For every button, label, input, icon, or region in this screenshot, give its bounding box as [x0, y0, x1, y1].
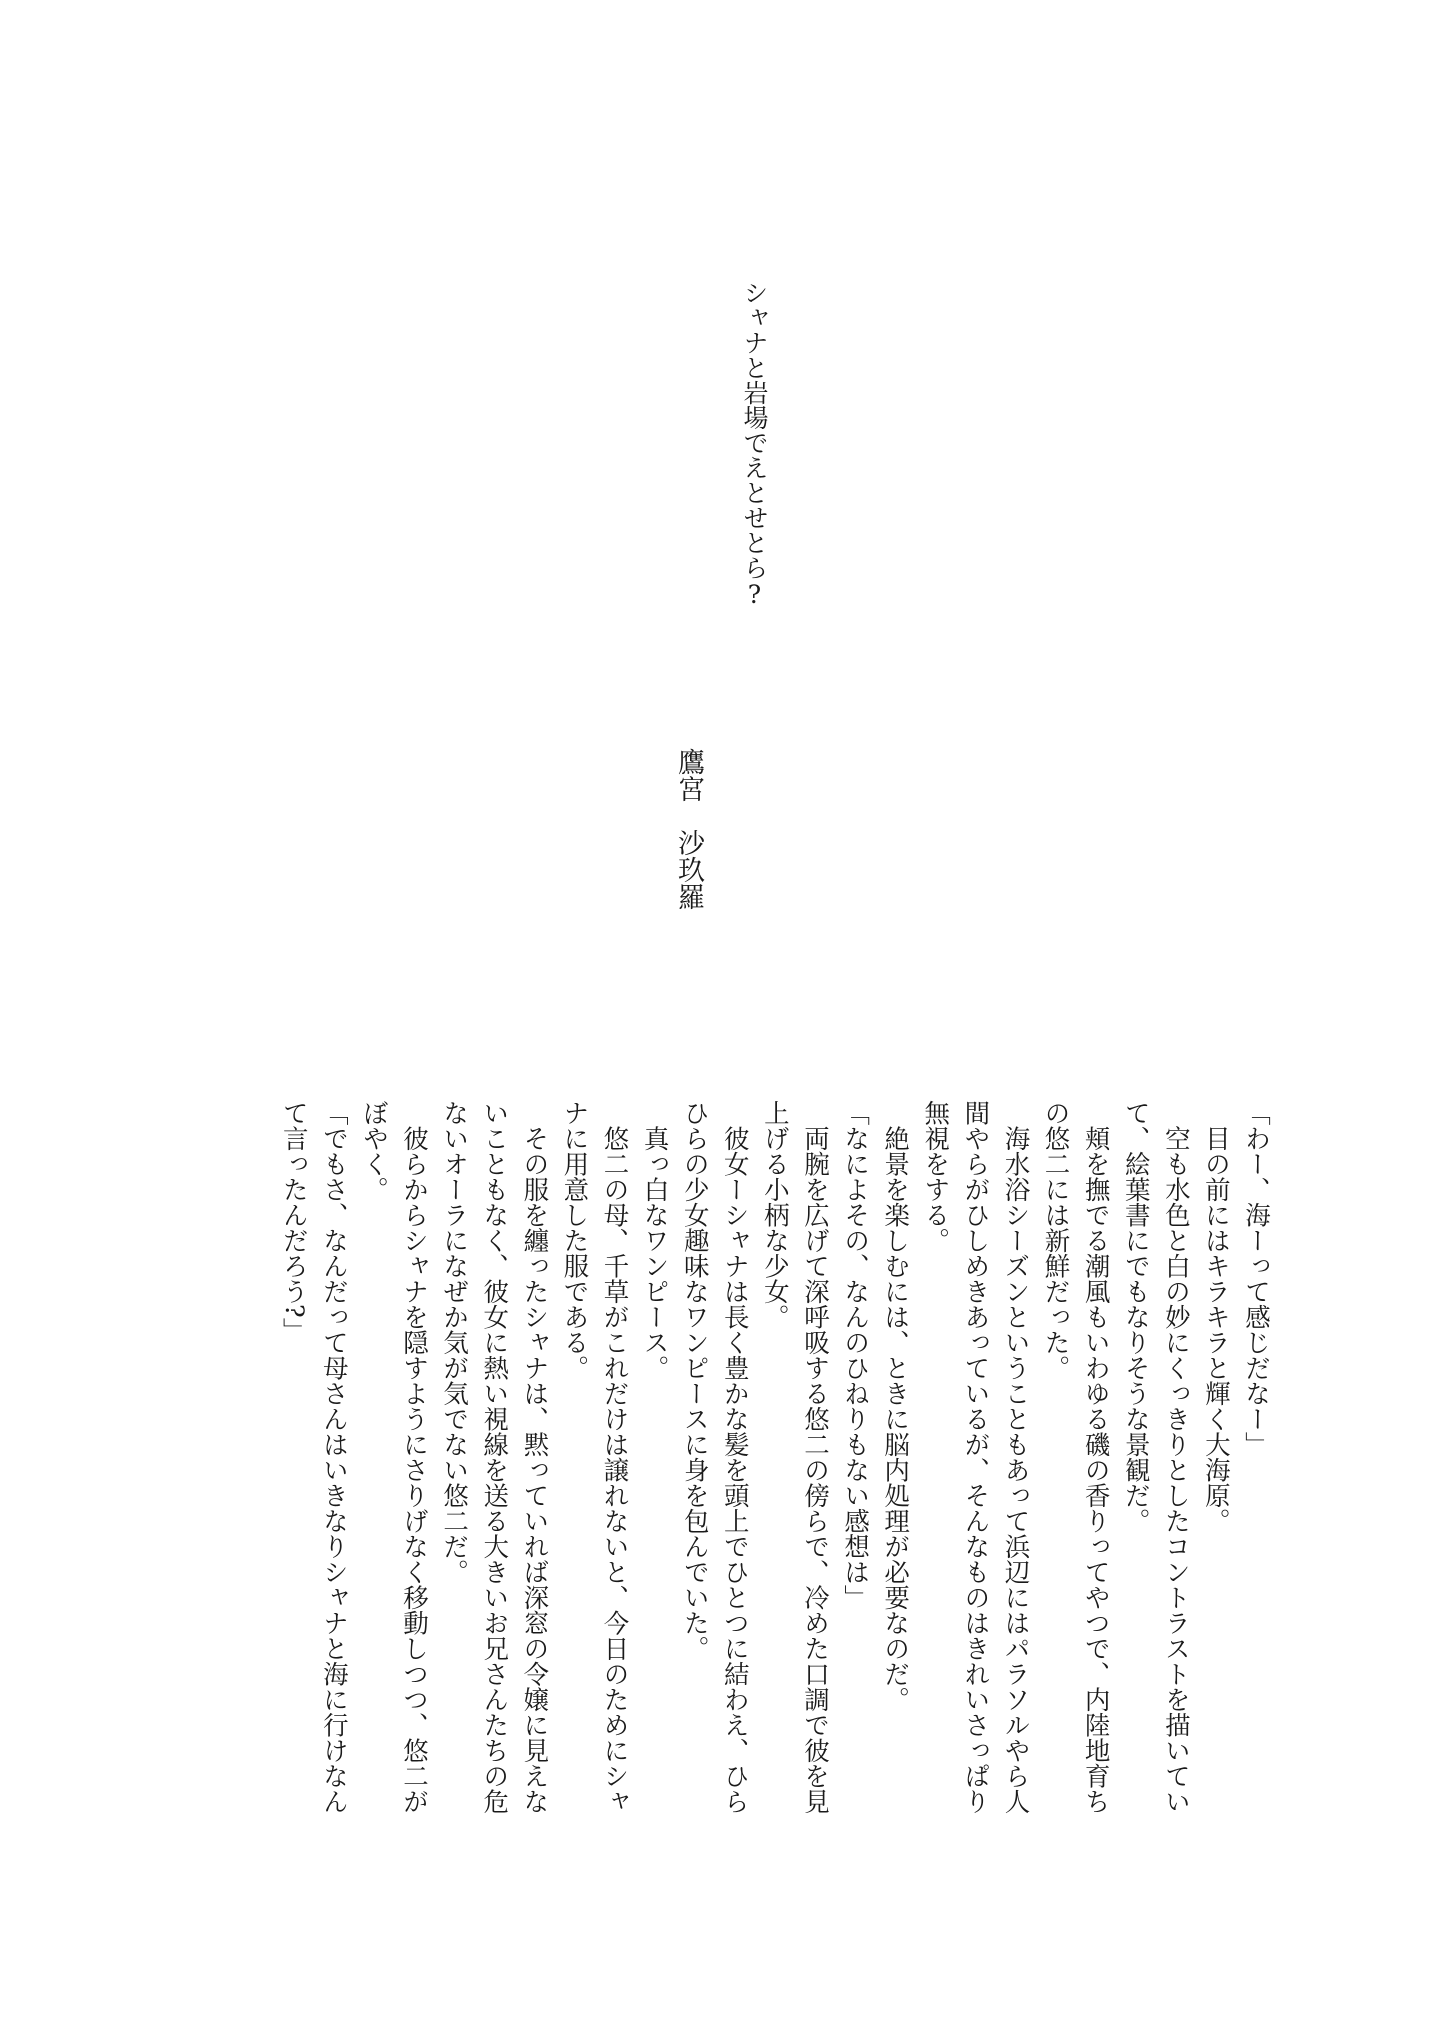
text-line: 間やらがひしめきあっているが、そんなものはきれいさっぱり — [960, 1100, 991, 1814]
text-line: 頬を撫でる潮風もいわゆる磯の香りってやつで、内陸地育ち — [1080, 1100, 1111, 1814]
text-line: 彼らからシャナを隠すようにさりげなく移動しつつ、悠二が — [399, 1100, 430, 1814]
text-line: ないオーラになぜか気が気でない悠二だ。 — [439, 1100, 470, 1585]
text-line: て、絵葉書にでもなりそうな景観だ。 — [1120, 1100, 1151, 1534]
text-line: 真っ白なワンピース。 — [639, 1100, 670, 1381]
text-line: 悠二の母、千草がこれだけは譲れないと、今日のためにシャ — [599, 1100, 630, 1814]
text-line: 無視をする。 — [920, 1100, 951, 1253]
text-line: 彼女ーシャナは長く豊かな髪を頭上でひとつに結わえ、ひら — [719, 1100, 750, 1814]
text-line: 海水浴シーズンということもあって浜辺にはパラソルやら人 — [1000, 1100, 1031, 1814]
text-line: 「でもさ、なんだって母さんはいきなりシャナと海に行けなん — [318, 1100, 349, 1814]
text-line: ナに用意した服である。 — [559, 1100, 590, 1381]
text-line: て言ったんだろう?」 — [278, 1100, 309, 1344]
text-line: 「なによその、なんのひねりもない感想は」 — [840, 1100, 871, 1610]
story-body — [274, 1100, 1276, 1860]
text-line: の悠二には新鮮だった。 — [1040, 1100, 1071, 1381]
text-line: ひらの少女趣味なワンピースに身を包んでいた。 — [679, 1100, 710, 1661]
author-name: 鷹宮 沙玖羅 — [673, 748, 704, 910]
story-title: シャナと岩場でえとせとら? — [740, 280, 769, 609]
text-line: 空も水色と白の妙にくっきりとしたコントラストを描いてい — [1160, 1100, 1191, 1814]
text-line: 絶景を楽しむには、ときに脳内処理が必要なのだ。 — [880, 1100, 911, 1712]
text-line: その服を纏ったシャナは、黙っていれば深窓の令嬢に見えな — [519, 1100, 550, 1814]
text-line: 上げる小柄な少女。 — [759, 1100, 790, 1330]
text-line: 「わー、海ーって感じだなー」 — [1241, 1100, 1271, 1457]
text-line: いこともなく、彼女に熱い視線を送る大きいお兄さんたちの危 — [479, 1100, 510, 1814]
text-line: 両腕を広げて深呼吸する悠二の傍らで、冷めた口調で彼を見 — [799, 1100, 830, 1814]
text-line: 目の前にはキラキラと輝く大海原。 — [1200, 1100, 1231, 1534]
text-line: ぼやく。 — [358, 1100, 389, 1202]
